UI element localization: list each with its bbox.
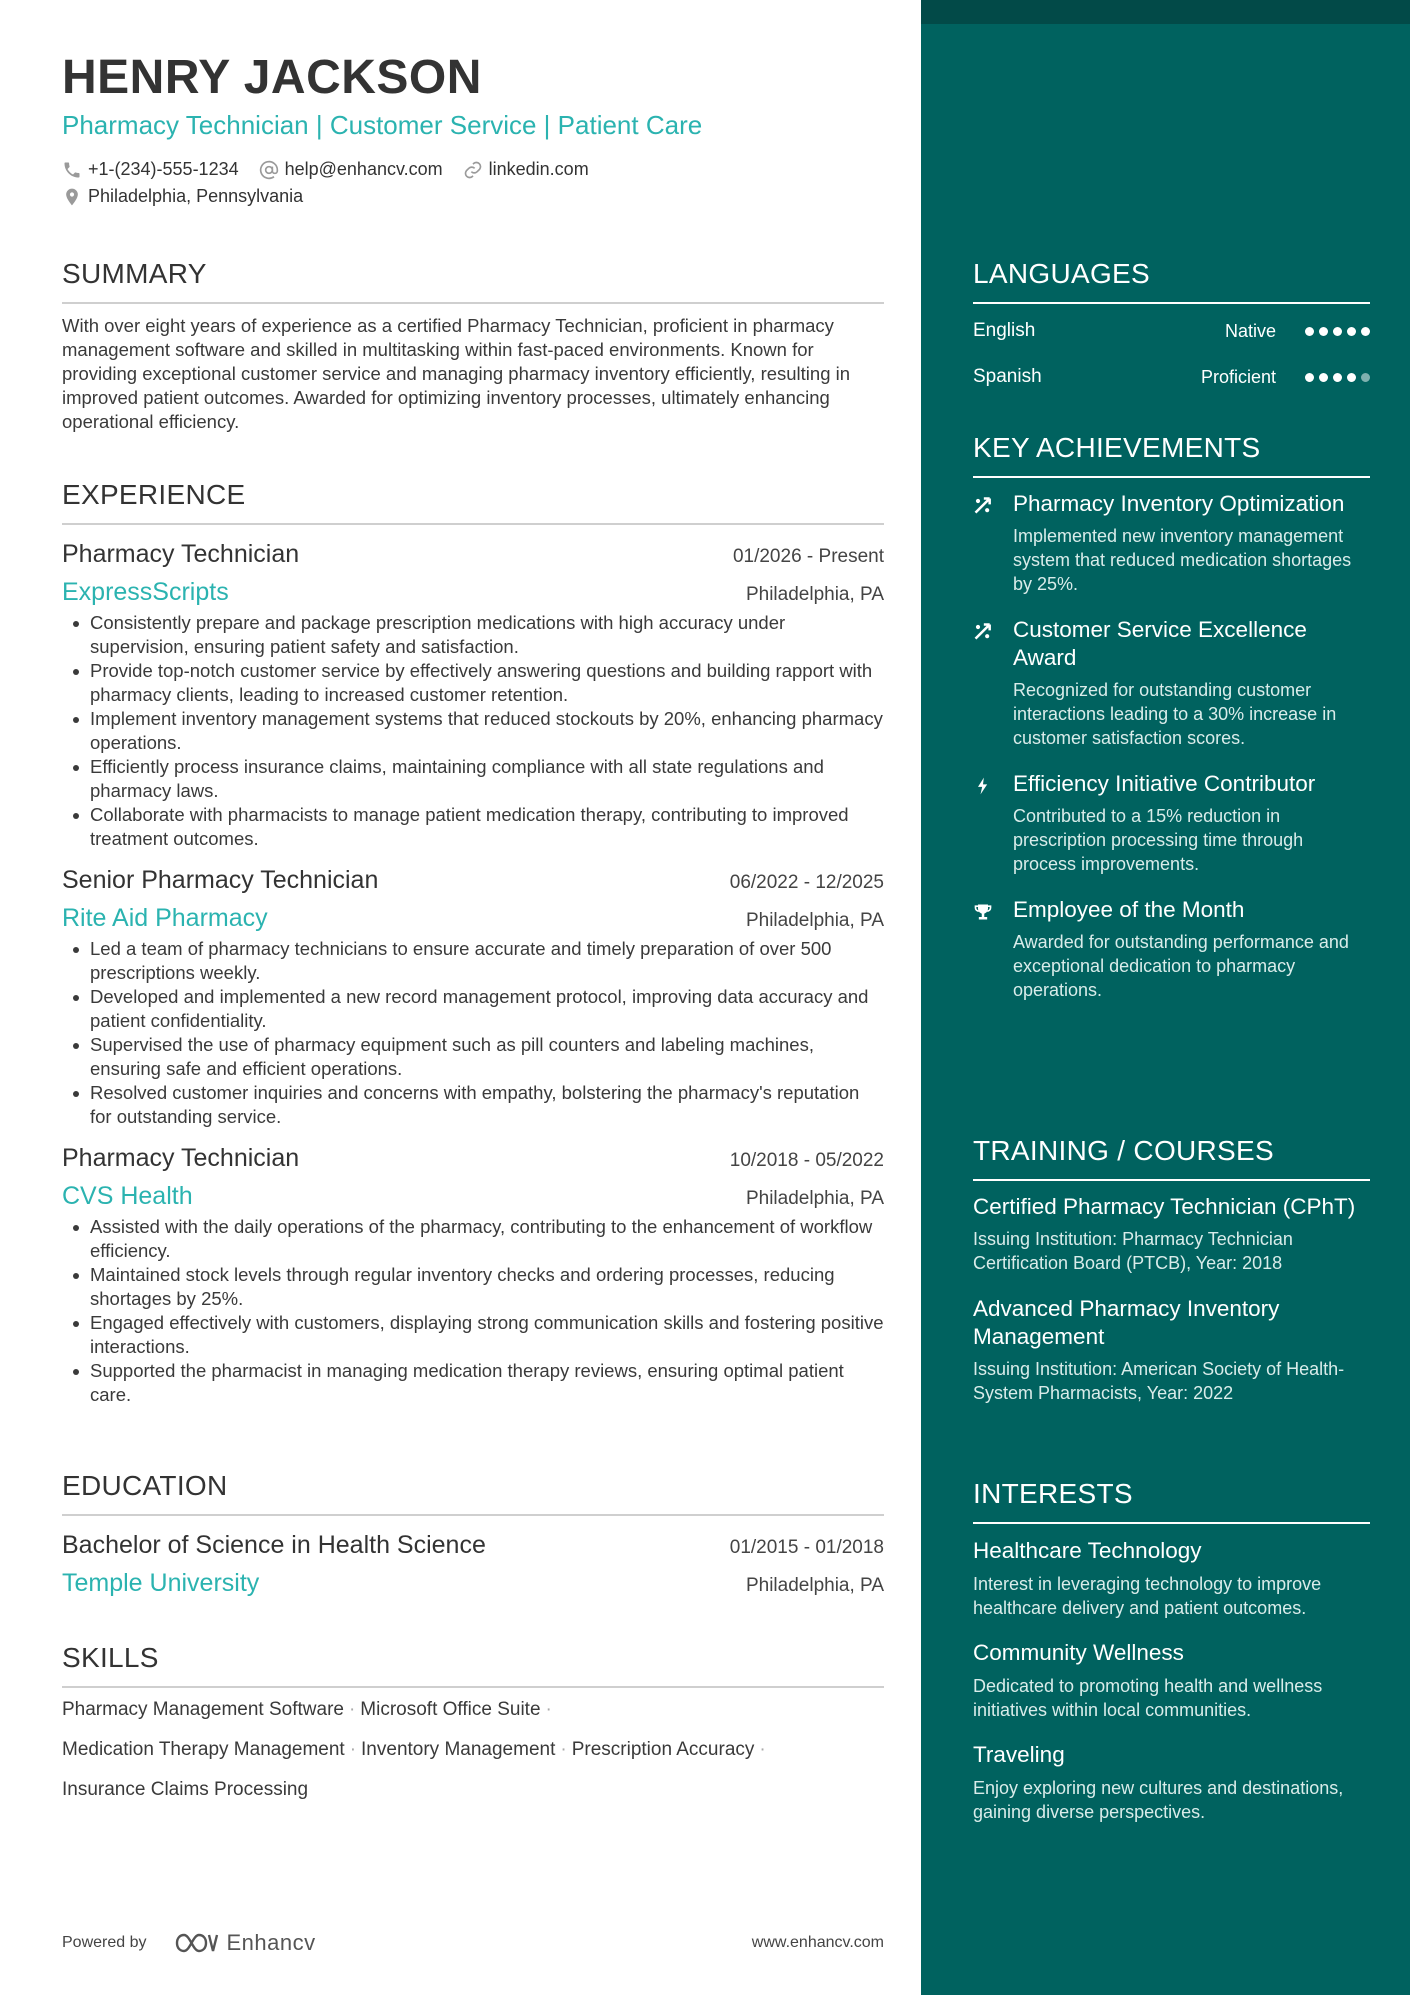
job-location: Philadelphia, PA — [745, 910, 884, 931]
achievement-desc: Contributed to a 15% reduction in prescription processing time through process improvements. — [1013, 806, 1304, 874]
skills-line: Pharmacy Management Software · Microsoft Office Suite · — [62, 1699, 552, 1720]
rating-dot-filled — [1305, 373, 1314, 382]
bullet-item: Supervised the use of pharmacy equipment such as pill counters and labeling machines, ensuring safe and efficient operations. — [62, 1033, 884, 1081]
achievement-title: Efficiency Initiative Contributor — [1013, 771, 1316, 796]
achievements-title: KEY ACHIEVEMENTS — [973, 430, 1370, 478]
phone-icon — [62, 160, 82, 180]
achievement-item — [973, 490, 1370, 596]
achievements-section — [973, 430, 1370, 1002]
bullet-item: Consistently prepare and package prescription medications with high accuracy under supervision, ensuring patient safety and satisfaction. — [62, 611, 884, 659]
brand-name: Enhancv — [226, 1930, 316, 1955]
bullet-item: Resolved customer inquiries and concerns with empathy, bolstering the pharmacy's reputation for outstanding service. — [62, 1081, 884, 1129]
bullet-item: Assisted with the daily operations of the pharmacy, contributing to the enhancement of workflow efficiency. — [62, 1215, 884, 1263]
language-item — [973, 308, 1370, 354]
job-date: 10/2018 - 05/2022 — [729, 1150, 884, 1171]
bullet-item: Developed and implemented a new record management protocol, improving data accuracy and patient confidentiality. — [62, 985, 884, 1033]
header — [62, 50, 884, 210]
interest-item — [973, 1638, 1370, 1722]
language-level: Native — [1224, 320, 1276, 341]
company-name: CVS Health — [62, 1182, 193, 1210]
job-date: 06/2022 - 12/2025 — [729, 872, 884, 893]
company-name: Rite Aid Pharmacy — [62, 904, 268, 932]
interest-desc: Dedicated to promoting health and wellness initiatives within local communities. — [973, 1676, 1323, 1720]
course-title: Certified Pharmacy Technician (CPhT) — [973, 1194, 1356, 1219]
languages-title: LANGUAGES — [973, 256, 1370, 304]
interests-section — [973, 1476, 1370, 1824]
email-contact[interactable] — [259, 159, 443, 180]
interest-desc: Interest in leveraging technology to improve healthcare delivery and patient outcomes. — [973, 1574, 1322, 1618]
summary-section — [62, 256, 884, 434]
language-rating — [1300, 373, 1370, 382]
summary-title: SUMMARY — [62, 256, 884, 304]
interest-title: Community Wellness — [973, 1640, 1184, 1665]
sidebar-top-bar — [921, 0, 1410, 24]
rating-dot-filled — [1347, 327, 1356, 336]
skill-item: Inventory Management — [361, 1739, 556, 1760]
job-entry — [62, 537, 884, 851]
candidate-name: HENRY JACKSON — [62, 51, 482, 104]
skill-item: Microsoft Office Suite — [360, 1699, 541, 1720]
school-name: Temple University — [62, 1569, 260, 1597]
job-title: Pharmacy Technician — [62, 1144, 300, 1172]
growth-icon — [973, 496, 993, 516]
location-pin-icon — [62, 187, 82, 207]
bullet-item: Collaborate with pharmacists to manage patient medication therapy, contributing to improved treatment outcomes. — [62, 803, 884, 851]
achievement-title: Customer Service Excellence Award — [1013, 617, 1307, 670]
languages-section — [973, 256, 1370, 400]
course-item — [973, 1193, 1370, 1275]
skill-item: Medication Therapy Management — [62, 1739, 345, 1760]
link-icon — [463, 160, 483, 180]
rating-dot-filled — [1333, 327, 1342, 336]
course-desc: Issuing Institution: American Society of Health-System Pharmacists, Year: 2022 — [973, 1359, 1345, 1403]
rating-dot-filled — [1361, 327, 1370, 336]
achievement-item — [973, 616, 1370, 750]
skill-item: Insurance Claims Processing — [62, 1779, 309, 1800]
powered-by — [62, 1930, 342, 1956]
language-name: Spanish — [973, 366, 1042, 387]
achievement-title: Employee of the Month — [1013, 897, 1245, 922]
bullet-item: Led a team of pharmacy technicians to ensure accurate and timely preparation of over 500 prescriptions weekly. — [62, 937, 884, 985]
achievement-title: Pharmacy Inventory Optimization — [1013, 491, 1345, 516]
achievement-desc: Recognized for outstanding customer interactions leading to a 30% increase in customer satisfaction scores. — [1013, 680, 1337, 748]
experience-title: EXPERIENCE — [62, 477, 884, 525]
headline: Pharmacy Technician | Customer Service | Patient Care — [62, 110, 703, 140]
rating-dot-filled — [1305, 327, 1314, 336]
skills-line — [62, 1770, 884, 1810]
job-title: Pharmacy Technician — [62, 540, 300, 568]
job-location: Philadelphia, PA — [745, 584, 884, 605]
language-name: English — [973, 320, 1036, 341]
rating-dot-filled — [1333, 373, 1342, 382]
job-entry — [62, 1141, 884, 1407]
achievement-desc: Implemented new inventory management system that reduced medication shortages by 25%. — [1013, 526, 1352, 594]
interests-title: INTERESTS — [973, 1476, 1370, 1524]
job-title: Senior Pharmacy Technician — [62, 866, 379, 894]
linkedin-text: linkedin.com — [488, 159, 589, 179]
training-section — [973, 1133, 1370, 1405]
powered-by-text: Powered by — [62, 1934, 147, 1951]
growth-icon — [973, 622, 993, 642]
location-contact — [62, 186, 303, 207]
language-level: Proficient — [1200, 366, 1276, 387]
achievement-desc: Awarded for outstanding performance and exceptional dedication to pharmacy operations. — [1013, 932, 1349, 1000]
rating-dot-empty — [1361, 373, 1370, 382]
bullet-item: Implement inventory management systems that reduced stockouts by 20%, enhancing pharmacy operations. — [62, 707, 884, 755]
phone-contact[interactable] — [62, 159, 239, 180]
education-date: 01/2015 - 01/2018 — [729, 1537, 884, 1558]
footer — [62, 1928, 884, 1958]
interest-title: Healthcare Technology — [973, 1538, 1202, 1563]
job-entry — [62, 863, 884, 1129]
language-rating — [1300, 327, 1370, 336]
bullet-item: Provide top-notch customer service by effectively answering questions and building rapport with pharmacy clients, leading to increased customer retention. — [62, 659, 884, 707]
bullet-item: Supported the pharmacist in managing medication therapy reviews, ensuring optimal patient care. — [62, 1359, 884, 1407]
skills-line: Medication Therapy Management · Inventory Management · Prescription Accuracy · — [62, 1739, 766, 1760]
brand-logo[interactable] — [173, 1930, 342, 1956]
education-entry — [62, 1528, 884, 1600]
rating-dot-filled — [1319, 373, 1328, 382]
skill-item: Prescription Accuracy — [571, 1739, 755, 1760]
achievement-item — [973, 896, 1370, 1002]
phone-text: +1-(234)-555-1234 — [88, 159, 239, 179]
summary-text: With over eight years of experience as a certified Pharmacy Technician, proficient in pharmacy management software and skilled in multitasking within fast-paced environments. Known for providing exceptional customer service and managing pharmacy inventory efficiently, resulting in improved patient outcomes. Awarded for optimizing inventory processes, ultimately enhancing operational efficiency. — [62, 315, 851, 432]
job-bullets — [62, 1215, 884, 1407]
course-item — [973, 1295, 1370, 1405]
education-title: EDUCATION — [62, 1468, 884, 1516]
trophy-icon — [973, 902, 993, 922]
job-location: Philadelphia, PA — [745, 1188, 884, 1209]
bullet-item: Maintained stock levels through regular inventory checks and ordering processes, reducing shortages by 25%. — [62, 1263, 884, 1311]
rating-dot-filled — [1319, 327, 1328, 336]
rating-dot-filled — [1347, 373, 1356, 382]
degree: Bachelor of Science in Health Science — [62, 1531, 486, 1559]
bullet-item: Engaged effectively with customers, displaying strong communication skills and fostering positive interactions. — [62, 1311, 884, 1359]
job-date: 01/2026 - Present — [732, 546, 884, 567]
education-location: Philadelphia, PA — [745, 1575, 884, 1596]
achievement-item — [973, 770, 1370, 876]
skills-section — [62, 1640, 884, 1810]
interest-desc: Enjoy exploring new cultures and destinations, gaining diverse perspectives. — [973, 1778, 1344, 1822]
interest-item — [973, 1740, 1370, 1824]
enhancv-logo-icon — [173, 1931, 219, 1955]
training-title: TRAINING / COURSES — [973, 1133, 1370, 1181]
education-section — [62, 1468, 884, 1600]
email-text: help@enhancv.com — [284, 159, 443, 179]
job-bullets — [62, 937, 884, 1129]
experience-section — [62, 477, 884, 1407]
sidebar — [921, 0, 1410, 1995]
website-link[interactable]: www.enhancv.com — [751, 1934, 884, 1951]
skills-title: SKILLS — [62, 1640, 884, 1688]
at-icon — [259, 160, 279, 180]
linkedin-contact[interactable] — [463, 159, 589, 180]
lightning-icon — [973, 776, 993, 796]
interest-item — [973, 1536, 1370, 1620]
language-item — [973, 354, 1370, 400]
skill-item: Pharmacy Management Software — [62, 1699, 344, 1720]
interest-title: Traveling — [973, 1742, 1065, 1767]
course-desc: Issuing Institution: Pharmacy Technician Certification Board (PTCB), Year: 2018 — [973, 1229, 1293, 1273]
bullet-item: Efficiently process insurance claims, maintaining compliance with all state regulations and pharmacy laws. — [62, 755, 884, 803]
course-title: Advanced Pharmacy Inventory Management — [973, 1296, 1280, 1349]
company-name: ExpressScripts — [62, 578, 229, 606]
job-bullets — [62, 611, 884, 851]
location-text: Philadelphia, Pennsylvania — [88, 186, 304, 206]
contact-info — [62, 156, 884, 210]
